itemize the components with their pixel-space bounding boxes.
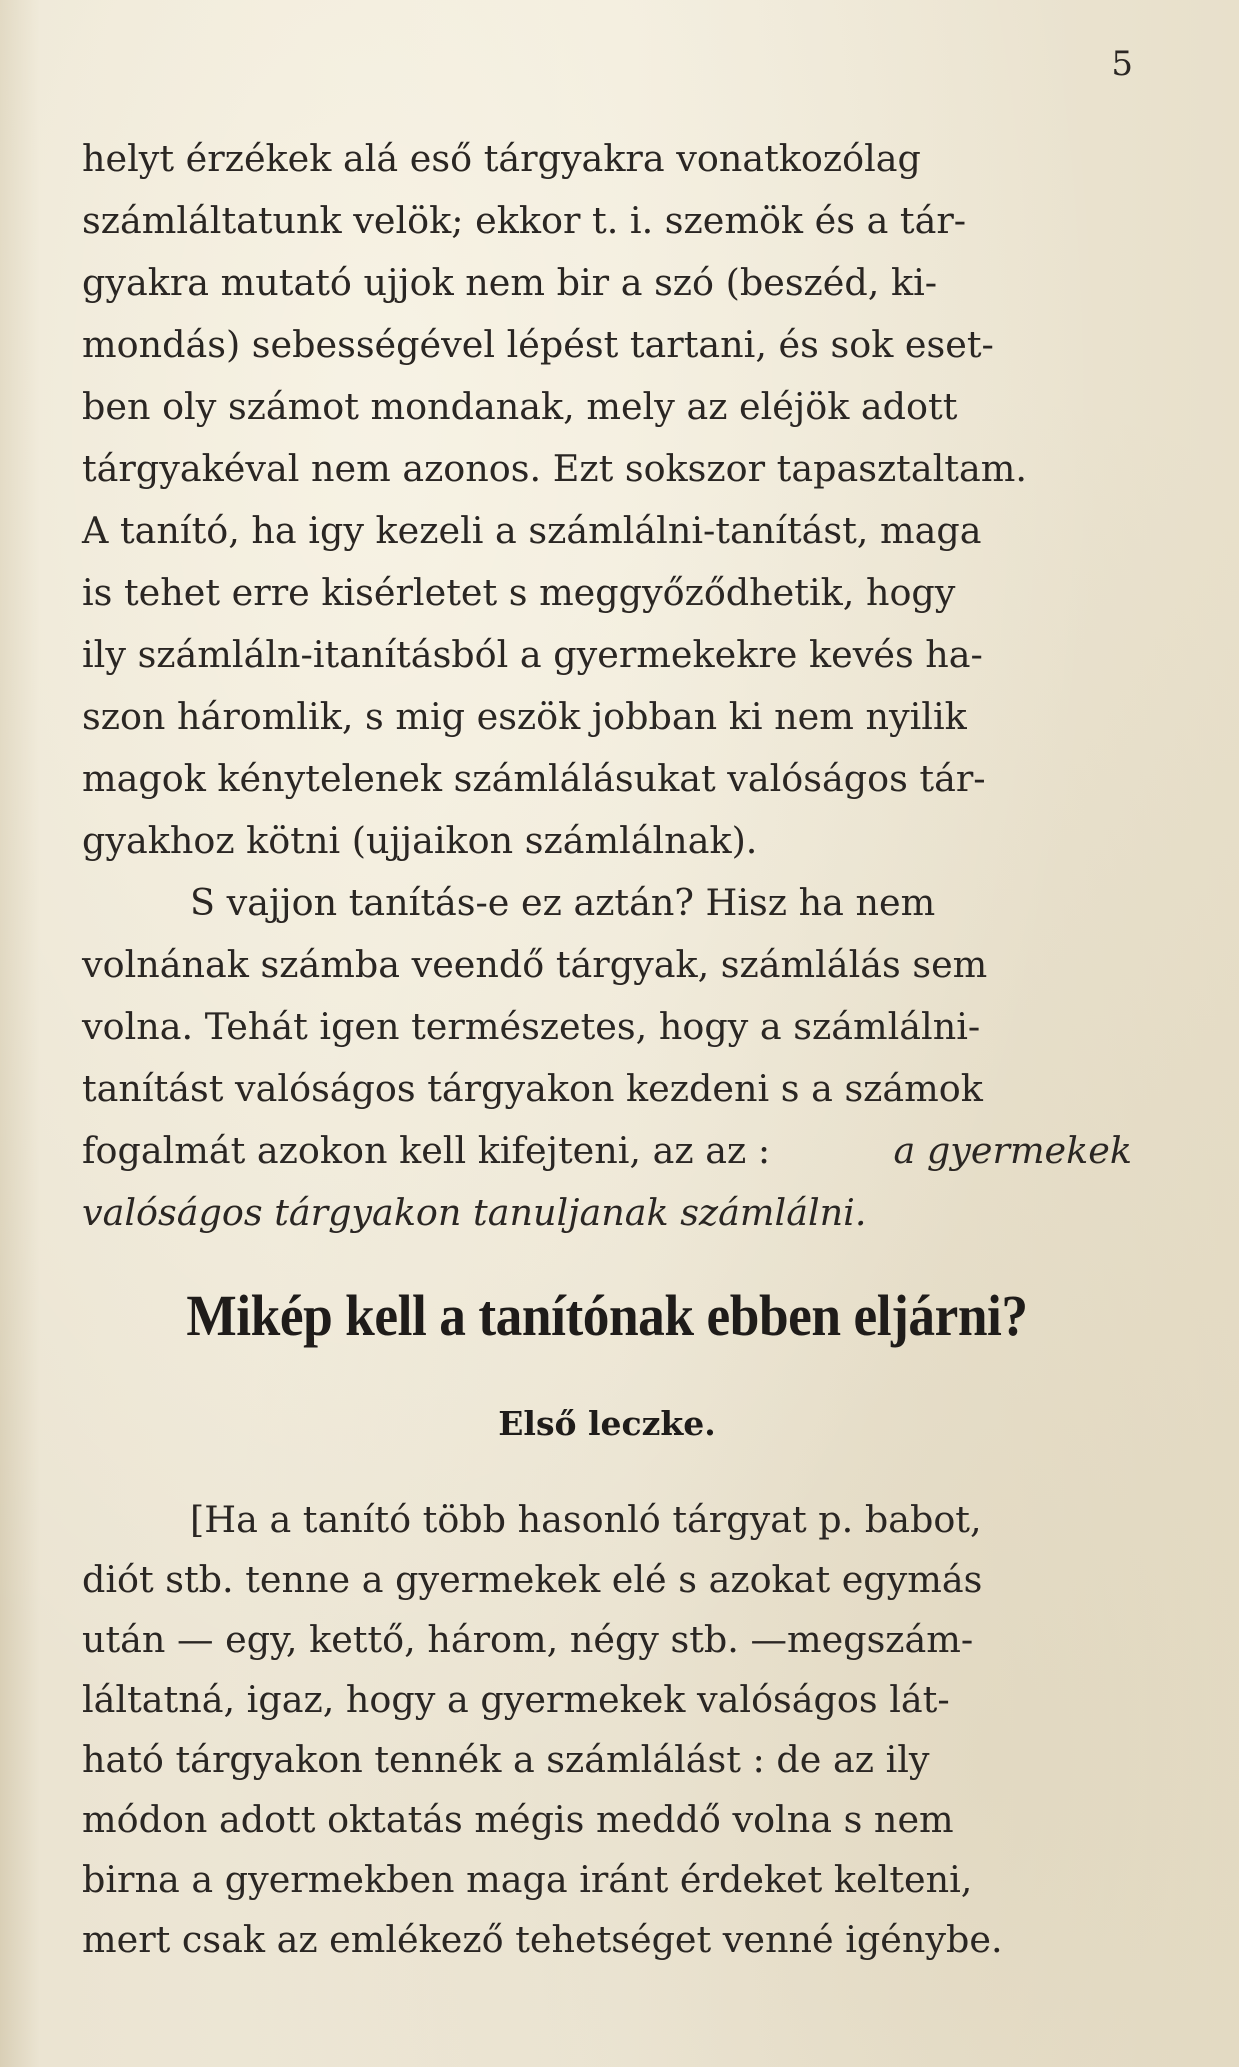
bracket-mark: [: [190, 1498, 205, 1541]
text-line: [82, 872, 1132, 934]
line-text: szon háromlik, s mig eszök jobban ki nem nyilik: [82, 695, 967, 738]
text-line: [82, 996, 1132, 1058]
line-text: birna a gyermekben maga iránt érdeket kelteni,: [82, 1858, 973, 1901]
line-text: mondás) sebességével lépést tartani, és sok eset-: [82, 323, 994, 366]
text-line: [82, 1120, 1132, 1182]
text-line: [82, 1790, 1132, 1850]
page-number: 5: [1111, 44, 1133, 84]
line-text: is tehet erre kisérletet s meggyőződhetik, hogy: [82, 571, 956, 614]
italic-emphasis: valóságos tárgyakon tanuljanak számlálni.: [82, 1191, 867, 1234]
line-text: magok kénytelenek számlálásukat valóságos tár-: [82, 757, 986, 800]
text-line: [82, 376, 1132, 438]
text-line: [82, 190, 1132, 252]
text-line: [82, 1910, 1132, 1970]
line-text: ható tárgyakon tennék a számlálást : de az ily: [82, 1738, 930, 1781]
line-text: volnának számba veendő tárgyak, számlálás sem: [82, 943, 988, 986]
italic-emphasis: a gyermekek: [893, 1129, 1132, 1172]
text-line: [82, 1850, 1132, 1910]
line-text: tanítást valóságos tárgyakon kezdeni s a számok: [82, 1067, 983, 1110]
line-text: láltatná, igaz, hogy a gyermekek valóságos lát-: [82, 1678, 950, 1721]
text-line: [82, 314, 1132, 376]
line-text: ben oly számot mondanak, mely az eléjök adott: [82, 385, 958, 428]
line-text: tárgyakéval nem azonos. Ezt sokszor tapasztaltam.: [82, 447, 1027, 490]
section-heading: Mikép kell a tanítónak ebben eljárni?: [186, 1283, 1028, 1348]
line-text: számláltatunk velök; ekkor t. i. szemök és a tár-: [82, 199, 967, 242]
line-text: gyakra mutató ujjok nem bir a szó (beszéd, ki-: [82, 261, 938, 304]
text-line: [82, 562, 1132, 624]
text-line: [82, 1550, 1132, 1610]
lesson-subheading: Első leczke.: [498, 1404, 716, 1443]
line-text: után — egy, kettő, három, négy stb. —megszám-: [82, 1618, 974, 1661]
text-line: [82, 128, 1132, 190]
text-line: [82, 1058, 1132, 1120]
text-line: [82, 810, 1132, 872]
paragraph-3: [82, 1490, 1132, 1970]
line-text: módon adott oktatás mégis meddő volna s nem: [82, 1798, 954, 1841]
line-text: Ha a tanító több hasonló tárgyat p. babot,: [204, 1498, 982, 1541]
line-text: volna. Tehát igen természetes, hogy a számlálni-: [82, 1005, 981, 1048]
text-line: [82, 1490, 1132, 1550]
line-text: gyakhoz kötni (ujjaikon számlálnak).: [82, 819, 758, 862]
line-text: diót stb. tenne a gyermekek elé s azokat egymás: [82, 1558, 983, 1601]
paragraph-1: [82, 128, 1132, 1244]
text-line: [82, 500, 1132, 562]
line-text: [190, 1490, 982, 1550]
text-line: [82, 1730, 1132, 1790]
line-text: fogalmát azokon kell kifejteni, az az :: [82, 1129, 771, 1172]
text-line: [82, 748, 1132, 810]
line-text: mert csak az emlékező tehetséget venné igénybe.: [82, 1918, 1003, 1961]
text-line: [82, 686, 1132, 748]
text-line: [82, 1610, 1132, 1670]
line-text: S vajjon tanítás-e ez aztán? Hisz ha nem: [190, 881, 936, 924]
line-text: A tanító, ha igy kezeli a számlálni-tanítást, maga: [82, 509, 982, 552]
text-line: [82, 438, 1132, 500]
text-line: [82, 1182, 1132, 1244]
text-line: [82, 934, 1132, 996]
line-text: ily számláln-itanításból a gyermekekre kevés ha-: [82, 633, 983, 676]
text-line: [82, 624, 1132, 686]
text-line: [82, 252, 1132, 314]
line-text: helyt érzékek alá eső tárgyakra vonatkozólag: [82, 137, 921, 180]
text-line: [82, 1670, 1132, 1730]
